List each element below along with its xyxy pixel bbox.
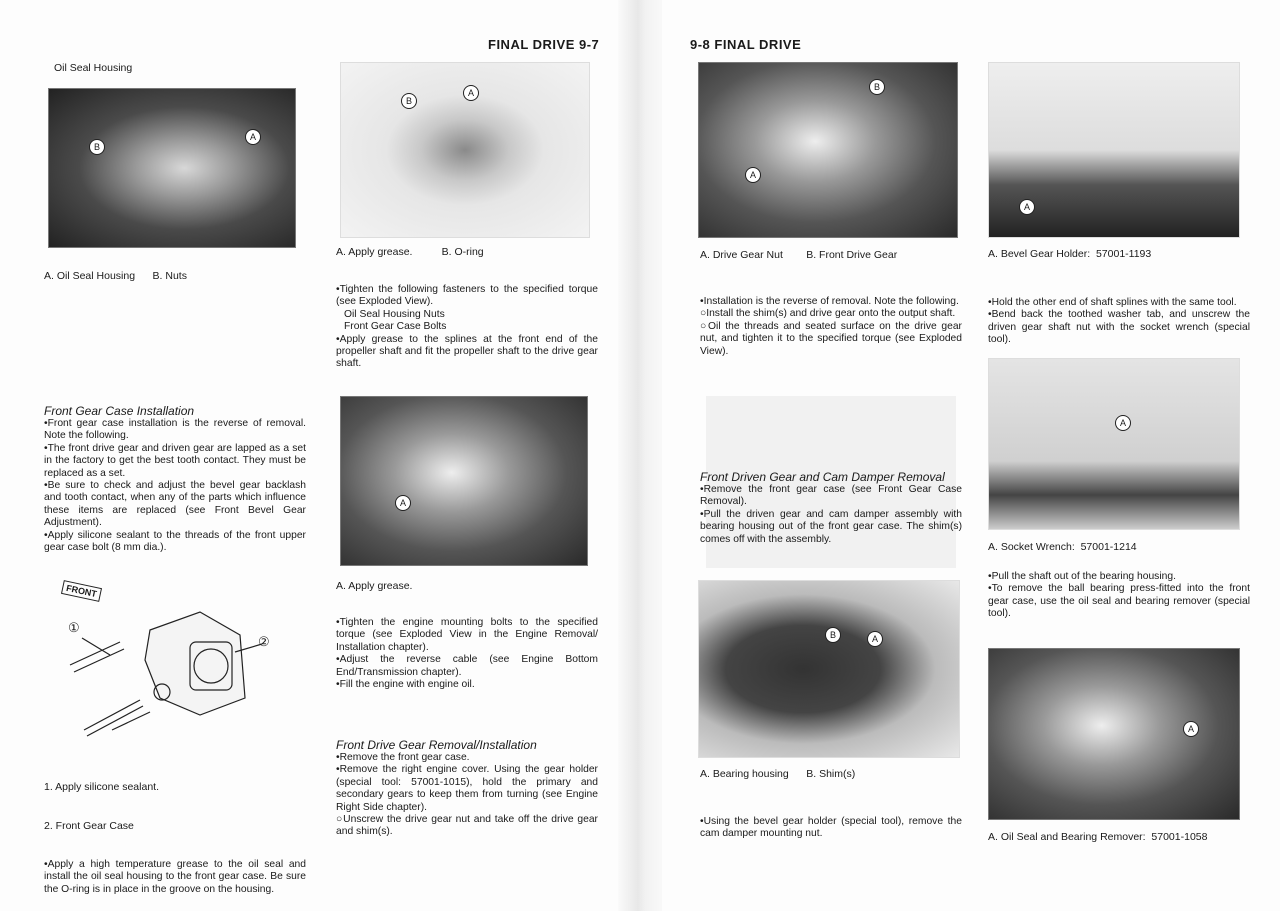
- callout: B: [401, 93, 417, 109]
- bullet: •Apply a high temperature grease to the oil seal and install the oil seal housing to the front gear case. Be sure the O-ring is in place in the groove on the housing.: [44, 859, 306, 895]
- right-column-2: [988, 62, 1252, 844]
- figure-title: Oil Seal Housing: [54, 62, 133, 74]
- callout: A: [245, 129, 261, 145]
- photo-oil-seal-housing: [48, 88, 296, 248]
- bullet: •Installation is the reverse of removal. Note the following.: [700, 296, 959, 307]
- page-right: [662, 0, 1280, 911]
- photo-oil-seal-housing-oring: [340, 62, 590, 238]
- section-heading: Front Gear Case Installation: [44, 404, 195, 418]
- diagram-front-gear-case: [44, 580, 308, 755]
- callout: B: [825, 627, 841, 643]
- bullet: •Pull the shaft out of the bearing housing.: [988, 571, 1176, 582]
- diagram-legend: [44, 755, 308, 859]
- gear-case-drawing: [40, 580, 290, 745]
- figure-caption: A. Bevel Gear Holder: 57001-1193: [988, 248, 1152, 260]
- photo-bearing-housing: [698, 580, 960, 758]
- figure-drive-gear: [700, 62, 964, 249]
- bullet: ○Oil the threads and seated surface on the drive gear nut, and tighten it to the specified torque (see Exploded View).: [700, 320, 962, 357]
- callout: A: [1115, 415, 1131, 431]
- photo-bevel-gear-holder: [988, 62, 1240, 238]
- figure-caption: A. Apply grease.: [336, 580, 413, 592]
- section-front-gear-case-installation: [44, 404, 306, 580]
- bullet: •Tighten the following fasteners to the specified torque (see Exploded View).: [336, 284, 598, 308]
- figure-socket-wrench: [988, 358, 1252, 541]
- front-arrow-label: FRONT: [61, 580, 102, 602]
- text-block: [988, 297, 1250, 358]
- legend-item: 2. Front Gear Case: [44, 820, 134, 832]
- figure-bevel-gear-holder: [988, 62, 1252, 248]
- bullet: •Bend back the toothed washer tab, and unscrew the driven gear shaft nut with the socket wrench (special tool).: [988, 309, 1250, 346]
- section-front-drive-gear: [336, 738, 598, 839]
- list-item: Oil Seal Housing Nuts: [344, 308, 445, 320]
- bullet: •Apply grease to the splines at the front end of the propeller shaft and fit the propeller shaft to the drive gear shaft.: [336, 333, 598, 370]
- callout: A: [395, 495, 411, 511]
- right-column-1: [700, 62, 964, 841]
- figure-oring: [336, 62, 600, 246]
- list-item: Front Gear Case Bolts: [344, 321, 447, 333]
- text-block: [700, 296, 962, 470]
- figure-oil-seal-housing: [44, 88, 308, 270]
- figure-caption: A. Oil Seal and Bearing Remover: 57001-1058: [988, 831, 1208, 843]
- callout: ①: [68, 620, 80, 635]
- figure-caption: A. Oil Seal Housing B. Nuts: [44, 270, 187, 282]
- figure-caption: A. Bearing housing B. Shim(s): [700, 768, 856, 780]
- bullet: •Hold the other end of shaft splines with the same tool.: [988, 297, 1237, 308]
- bullet: •The front drive gear and driven gear are lapped as a set in the factory to get the best tooth contact. They must be replaced as a set.: [44, 442, 306, 479]
- callout: A: [1019, 199, 1035, 215]
- callout: A: [463, 85, 479, 101]
- callout: B: [89, 139, 105, 155]
- figure-bearing-housing: [700, 580, 964, 768]
- bullet: •Pull the driven gear and cam damper assembly with bearing housing out of the front gear case. The shim(s) comes off with the assembly.: [700, 508, 962, 545]
- bullet: •Remove the front gear case (see Front Gear Case Removal).: [700, 484, 962, 508]
- figure-caption: A. Socket Wrench: 57001-1214: [988, 541, 1137, 553]
- left-column-2: [336, 62, 600, 839]
- legend-item: 1. Apply silicone sealant.: [44, 781, 159, 793]
- section-heading: Front Drive Gear Removal/Installation: [336, 738, 537, 752]
- callout: B: [869, 79, 885, 95]
- bullet: •Be sure to check and adjust the bevel gear backlash and tooth contact, when any of the parts which influence these items are replaced (see Front Bevel Gear Adjustment).: [44, 480, 306, 529]
- photo-drive-gear: [698, 62, 958, 238]
- figure-oil-seal-bearing-remover: [988, 648, 1252, 831]
- bullet: ○Unscrew the drive gear nut and take off the drive gear and shim(s).: [336, 814, 598, 838]
- page-gutter: [618, 0, 668, 911]
- figure-caption: A. Drive Gear Nut B. Front Drive Gear: [700, 249, 898, 261]
- bullet: •Tighten the engine mounting bolts to the specified torque (see Exploded View in the Engine Removal/ Installation chapter).: [336, 617, 598, 653]
- page-left: [0, 0, 625, 911]
- bullet: •Adjust the reverse cable (see Engine Bottom End/Transmission chapter).: [336, 654, 598, 678]
- callout: A: [867, 631, 883, 647]
- callout: A: [745, 167, 761, 183]
- bullet: •Remove the front gear case.: [336, 752, 470, 763]
- text-block: [988, 571, 1250, 648]
- section-heading: Front Driven Gear and Cam Damper Removal: [700, 470, 945, 484]
- bullet: •Fill the engine with engine oil.: [336, 679, 475, 691]
- section-front-driven-gear: [700, 470, 962, 580]
- bullet: ○Install the shim(s) and drive gear onto the output shaft.: [700, 308, 956, 320]
- left-column-1: [44, 62, 308, 896]
- bullet: •Remove the right engine cover. Using the gear holder (special tool: 57001-1015), hold the primary and secondary gears to keep them from turning (see Engine Right Side chapter).: [336, 764, 598, 813]
- bullet: •Apply silicone sealant to the threads of the front upper gear case bolt (8 mm dia.).: [44, 529, 306, 554]
- bullet: •Front gear case installation is the reverse of removal. Note the following.: [44, 418, 306, 442]
- bullet: •Using the bevel gear holder (special tool), remove the cam damper mounting nut.: [700, 816, 962, 840]
- photo-propeller-shaft: [340, 396, 588, 566]
- bullet: •To remove the ball bearing press-fitted into the front gear case, use the oil seal and bearing remover (special tool).: [988, 583, 1250, 620]
- figure-propeller-shaft: [336, 396, 600, 580]
- text-block: [336, 617, 598, 738]
- text-block: [336, 284, 598, 396]
- page-header: 9-8 FINAL DRIVE: [690, 37, 802, 52]
- figure-caption: A. Apply grease. B. O-ring: [336, 246, 484, 258]
- callout: ②: [258, 634, 270, 649]
- callout: A: [1183, 721, 1199, 737]
- photo-oil-seal-bearing-remover: [988, 648, 1240, 820]
- photo-socket-wrench: [988, 358, 1240, 530]
- page-header: FINAL DRIVE 9-7: [488, 37, 600, 52]
